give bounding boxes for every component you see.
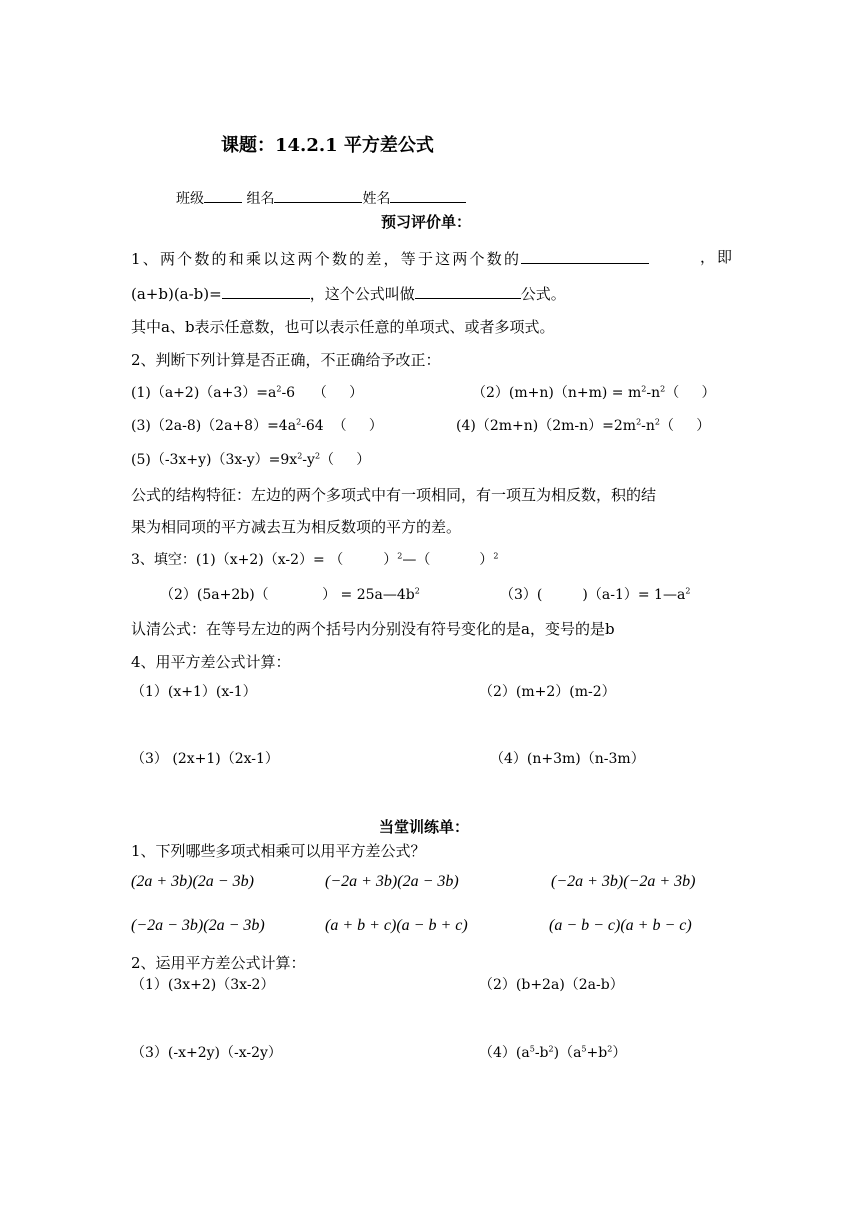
class-label: 班级 [176,191,204,207]
answer-blank[interactable] [521,250,649,264]
calc-item-3: （3） (2x+1)（2x-1） [131,751,279,767]
question-4: 4、用平方差公式计算： [131,653,291,671]
judge-item-2: $(2)(m+n)(n+m) = m^2-n^2$（ ） [472,384,716,401]
formula-lhs: (a+b)(a-b)= [131,285,222,303]
practice-item-1: （1）(3x+2)（3x-2） [131,977,275,993]
polynomial-product-4: (−2a − 3b)(2a − 3b) [131,917,265,934]
recognize-formula-text: 认清公式：在等号左边的两个括号内分别没有符号变化的是a，变号的是b [131,620,615,638]
calc-item-1: （1）(x+1）(x-1） [131,684,257,700]
structure-feature-line-2: 果为相同项的平方减去互为相反数项的平方的差。 [131,518,462,536]
formula-name-text: ，这个公式叫做 [309,285,415,303]
question-1-text: 1、两个数的和乘以这两个数的差，等于这两个数的 [131,250,522,268]
practice-item-4: $(4)(a^5-b^2)(a^5+b^2)$ [479,1044,627,1061]
question-2: 2、判断下列计算是否正确，不正确给予改正： [131,351,441,369]
class-blank[interactable] [204,189,242,203]
structure-feature-line-1: 公式的结构特征：左边的两个多项式中有一项相同，有一项互为相反数，积的结 [131,486,657,504]
fill-in-item-3: （3）( )$(a-1)= 1—a^2$ [500,586,691,603]
calc-item-4: （4）(n+3m)（n-3m） [490,751,645,767]
judge-item-5: $(5)(-3x+y)(3x-y)=9x^2-y^2$（ ） [131,451,371,468]
judge-item-1: $(1)(a+2)(a+3)=a^2-6$ （ ） [131,384,364,401]
group-blank[interactable] [274,189,362,203]
calc-item-2: （2）(m+2）(m-2） [479,684,616,700]
note-text: 其中a、b表示任意数，也可以表示任意的单项式、或者多项式。 [131,318,555,336]
polynomial-product-3: (−2a + 3b)(−2a + 3b) [551,873,696,890]
judge-item-3: $(3)(2a-8)(2a+8)=4a^2-64$ （ ） [131,417,383,434]
polynomial-product-1: (2a + 3b)(2a − 3b) [131,873,254,890]
answer-blank[interactable] [222,285,310,299]
fill-in-item-2: （2）(5a+2b)（ ） = $25a—4b^2$ [160,586,420,603]
practice-item-2: （2）(b+2a)（2a-b） [479,977,624,993]
answer-blank[interactable] [415,285,521,299]
polynomial-product-2: (−2a + 3b)(2a − 3b) [325,873,459,890]
question-1-line-2 [131,285,566,302]
practice-section-heading: 当堂训练单： [379,818,470,836]
practice-question-2: 2、运用平方差公式计算： [131,954,306,972]
practice-item-3: （3）(-x+2y)（-x-2y） [131,1045,282,1061]
judge-item-4: $(4)(2m+n)(2m-n)=2m^2-n^2$（ ） [456,417,711,434]
practice-question-1: 1、下列哪些多项式相乘可以用平方差公式？ [131,842,426,860]
question-1-end: ，即 [700,248,735,266]
page-title: 课题：14.2.1 平方差公式 [221,135,434,156]
polynomial-product-5: (a + b + c)(a − b + c) [325,917,468,934]
polynomial-product-6: (a − b − c)(a + b − c) [549,917,692,934]
preview-section-heading: 预习评价单： [381,213,472,231]
question-1-line-1 [131,250,649,267]
name-label: 姓名 [362,191,391,207]
formula-suffix: 公式。 [520,285,566,303]
name-blank[interactable] [390,189,466,203]
fill-in-item-1: 3、填空：(1)（x+2)（x-2）= （ ）$^2$—（ ）$^2$ [131,551,499,568]
group-label: 组名 [246,191,275,207]
student-info-line [176,189,466,206]
